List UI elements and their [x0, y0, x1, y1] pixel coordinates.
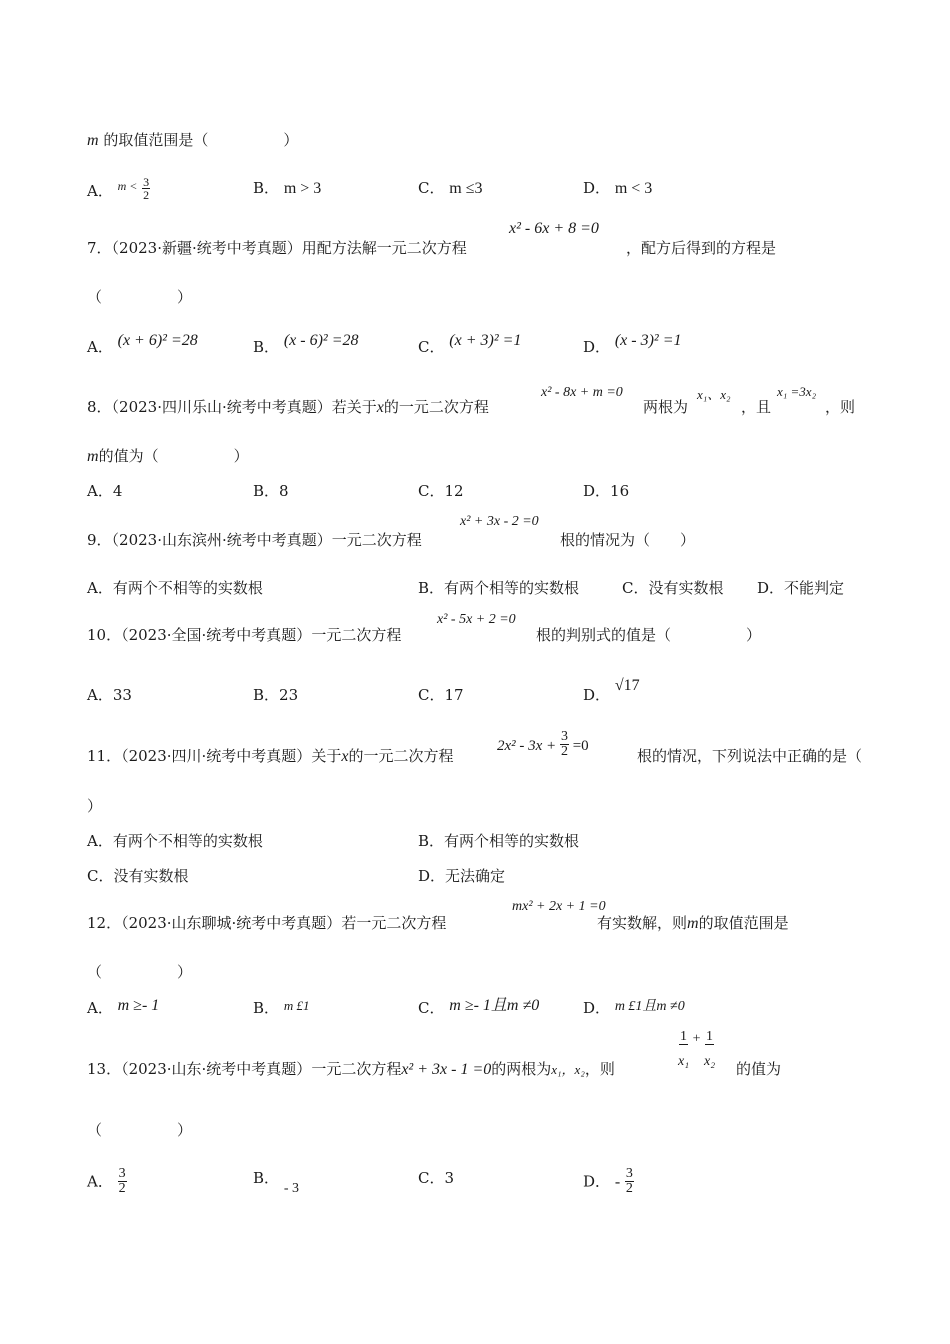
option-label: A． [87, 686, 113, 704]
q12-option-d[interactable] [583, 998, 685, 1020]
q12-option-b[interactable] [253, 998, 309, 1019]
q6-stem [87, 130, 298, 151]
q10-stem-b: 根的判别式的值是（ ） [536, 626, 762, 644]
option-text: 4 [112, 482, 123, 500]
numerator: 3 [625, 1166, 633, 1181]
stem-text: 的一元二次方程 [383, 398, 489, 416]
q10-option-c[interactable] [418, 685, 464, 705]
option-math: m ≥- 1 [117, 997, 160, 1014]
numerator: 3 [118, 1166, 126, 1181]
eq-rhs: =0 [572, 737, 589, 754]
numerator: 3 [560, 729, 568, 744]
q13-option-b[interactable] [253, 1168, 299, 1196]
stem-text: 用配方法解一元二次方程 [301, 239, 467, 257]
denominator: 2 [118, 1181, 126, 1196]
option-label: B． [253, 1169, 280, 1187]
q6-stem-text: 的取值范围是（ ） [103, 131, 299, 149]
q12-stem [87, 913, 446, 933]
stem-text: 的一元二次方程 [348, 747, 454, 765]
option-math: (x + 6)² =28 [117, 332, 198, 349]
option-label: A． [87, 579, 113, 597]
question-source: （2023·新疆·统考中考真题） [111, 239, 302, 257]
stem-text: 若关于 [331, 398, 377, 416]
option-text: 23 [279, 686, 299, 704]
option-math: m £1 [283, 998, 310, 1013]
q10-equation: x² - 5x + 2 =0 [437, 612, 516, 627]
q6-option-a[interactable] [87, 176, 150, 205]
var-x: x [376, 399, 384, 416]
q8-equation: x² - 8x + m =0 [541, 385, 623, 400]
option-label: A． [87, 1172, 113, 1191]
q9-option-a[interactable] [87, 578, 263, 598]
option-label: C． [418, 338, 445, 356]
option-text: 没有实数根 [113, 867, 189, 885]
option-math: (x + 3)² =1 [449, 332, 522, 349]
q8-stem [87, 397, 489, 418]
q13-stem-d: 的值为 [736, 1060, 782, 1078]
q7-option-d[interactable] [583, 330, 682, 356]
option-label: A． [87, 182, 113, 200]
q10-option-a[interactable] [87, 685, 132, 705]
q6-var: m [87, 132, 99, 149]
q12-option-a[interactable] [87, 998, 159, 1019]
option-label: D． [583, 482, 611, 500]
stem-text: 有实数解，则 [597, 914, 688, 932]
q13-option-a[interactable] [87, 1168, 127, 1197]
stem-text: 的取值范围是 [698, 914, 789, 932]
option-math: - 3 [283, 1181, 299, 1196]
q8-option-c[interactable] [418, 481, 464, 501]
q13-blank: （ ） [87, 1121, 193, 1139]
option-text: 3 [444, 1169, 455, 1187]
q7-option-b[interactable] [253, 330, 359, 356]
q13-option-c[interactable] [418, 1168, 454, 1188]
q11-line2: ） [87, 797, 103, 815]
q12-blank: （ ） [87, 963, 193, 981]
q9-option-d[interactable] [757, 578, 844, 598]
option-label: B． [418, 832, 445, 850]
option-label: B． [253, 999, 280, 1017]
option-text: 有两个相等的实数根 [444, 579, 580, 597]
q10-stem [87, 625, 401, 645]
option-label: C． [418, 686, 445, 704]
q9-stem-b: 根的情况为（ ） [560, 531, 696, 549]
option-text: 16 [610, 482, 630, 500]
q8-stem-c: 两根为 [643, 398, 689, 416]
var-x: x [341, 748, 349, 765]
option-label: C． [418, 482, 445, 500]
question-number: 12． [87, 914, 122, 932]
option-text: 12 [444, 482, 464, 500]
option-label: A． [87, 482, 113, 500]
q13-equation: x² + 3x - 1 =0 [401, 1061, 492, 1078]
fraction [560, 730, 569, 759]
denominator: 2 [625, 1181, 633, 1196]
option-math: m £1且m ≠0 [614, 999, 685, 1014]
numerator: 1 [680, 1029, 688, 1044]
minus-sign: - [614, 1173, 621, 1191]
q8-option-a[interactable] [87, 481, 122, 501]
q12-equation: mx² + 2x + 1 =0 [512, 899, 606, 914]
option-label: C． [622, 579, 649, 597]
option-math: m ≥- 1且m ≠0 [449, 997, 540, 1014]
q11-option-b[interactable] [418, 831, 579, 851]
question-number: 9． [87, 531, 112, 549]
q11-stem [87, 746, 453, 767]
q10-option-b[interactable] [253, 685, 298, 705]
q11-equation [497, 729, 589, 761]
stem-text: 的两根为 [491, 1060, 552, 1078]
option-label: D． [757, 579, 785, 597]
question-number: 7． [87, 239, 112, 257]
option-label: B． [253, 338, 280, 356]
var-m: m [687, 915, 699, 932]
option-label: A． [87, 999, 113, 1017]
q7-blank: （ ） [87, 288, 193, 306]
denominator: x₁ [678, 1054, 690, 1069]
option-label: D． [583, 338, 611, 356]
fraction [625, 1167, 634, 1196]
q13-expression [678, 1030, 715, 1069]
option-label: D． [583, 1172, 611, 1191]
stem-text: 的值为（ ） [98, 447, 249, 465]
q13-option-d[interactable] [583, 1168, 634, 1197]
q8-stem-e: ，则 [825, 398, 856, 416]
option-text: 无法确定 [445, 867, 506, 885]
q9-stem [87, 530, 422, 550]
option-math: m > 3 [283, 180, 322, 197]
option-math: m < 3 [614, 180, 653, 197]
question-number: 10． [87, 626, 122, 644]
eq-lhs: 2x² - 3x + [497, 737, 557, 754]
fraction [704, 1030, 715, 1069]
q8-condition: x₁ =3x₂ [777, 384, 817, 399]
option-label: D． [418, 867, 446, 885]
q13-roots: x₁，x₂ [551, 1062, 585, 1077]
var-m: m [87, 448, 99, 465]
q13-stem [87, 1059, 615, 1080]
question-source: （2023·山东·统考中考真题） [121, 1060, 312, 1078]
option-label: C． [418, 179, 445, 197]
q7-stem [87, 238, 467, 258]
option-text: 有两个不相等的实数根 [112, 832, 263, 850]
fraction [118, 1167, 127, 1196]
denominator: 2 [143, 187, 150, 202]
stem-text: 一元二次方程 [311, 1060, 402, 1078]
option-text: 有两个不相等的实数根 [112, 579, 263, 597]
option-label: D． [583, 686, 611, 704]
q8-roots: x₁、x₂ [697, 387, 731, 402]
question-number: 13． [87, 1060, 122, 1078]
q11-option-a[interactable] [87, 831, 263, 851]
option-math: (x - 3)² =1 [614, 332, 682, 349]
q6-option-b[interactable] [253, 178, 321, 199]
option-label: B． [253, 482, 280, 500]
option-text: 有两个相等的实数根 [444, 832, 580, 850]
numerator: 3 [143, 174, 150, 189]
q6-option-c[interactable] [418, 178, 483, 199]
option-label: D． [583, 999, 611, 1017]
option-label: D． [583, 179, 611, 197]
q8-line2 [87, 446, 249, 467]
q11-option-d[interactable] [418, 866, 505, 886]
q8-stem-d: ，且 [741, 398, 772, 416]
q7-stem-b: ，配方后得到的方程是 [626, 239, 777, 257]
q7-equation: x² - 6x + 8 =0 [509, 220, 599, 237]
option-label: C． [418, 999, 445, 1017]
option-math: m ≤3 [449, 180, 483, 197]
stem-text: 若一元二次方程 [341, 914, 447, 932]
question-number: 8． [87, 398, 112, 416]
question-source: （2023·山东滨州·统考中考真题） [111, 531, 332, 549]
fraction [142, 176, 150, 201]
stem-text: ，则 [584, 1060, 615, 1078]
option-math: m < [117, 179, 138, 193]
plus-sign: + [692, 1031, 701, 1047]
option-label: B． [418, 579, 445, 597]
stem-text: 关于 [311, 747, 342, 765]
option-text: 17 [444, 686, 464, 704]
option-label: A． [87, 832, 113, 850]
option-label: B． [253, 179, 280, 197]
option-text: 没有实数根 [648, 579, 724, 597]
q9-option-c[interactable] [622, 578, 724, 598]
option-label: A． [87, 338, 113, 356]
question-source: （2023·全国·统考中考真题） [121, 626, 312, 644]
question-source: （2023·四川·统考中考真题） [121, 747, 312, 765]
q8-option-b[interactable] [253, 481, 289, 501]
option-math: √17 [614, 677, 640, 694]
option-text: 33 [112, 686, 132, 704]
denominator: x₂ [704, 1054, 716, 1069]
q9-option-b[interactable] [418, 578, 579, 598]
fraction [678, 1030, 689, 1069]
q11-stem-c: 根的情况，下列说法中正确的是（ [637, 747, 863, 765]
option-text: 8 [279, 482, 289, 500]
option-text: 不能判定 [784, 579, 845, 597]
option-label: B． [253, 686, 280, 704]
question-source: （2023·山东聊城·统考中考真题） [121, 914, 342, 932]
q6-option-d[interactable] [583, 178, 652, 199]
denominator: 2 [560, 744, 568, 759]
q7-option-c[interactable] [418, 330, 522, 356]
question-source: （2023·四川乐山·统考中考真题） [111, 398, 332, 416]
q12-stem-b [597, 913, 789, 934]
q8-option-d[interactable] [583, 481, 629, 501]
stem-text: 一元二次方程 [331, 531, 422, 549]
q11-option-c[interactable] [87, 866, 189, 886]
option-label: C． [418, 1169, 445, 1187]
q10-option-d[interactable] [583, 677, 640, 706]
numerator: 1 [706, 1029, 714, 1044]
option-label: C． [87, 867, 114, 885]
q7-option-a[interactable] [87, 330, 198, 356]
option-math: (x - 6)² =28 [283, 332, 359, 349]
q12-option-c[interactable] [418, 998, 539, 1019]
question-number: 11． [87, 747, 122, 765]
q9-equation: x² + 3x - 2 =0 [460, 514, 539, 529]
stem-text: 一元二次方程 [311, 626, 402, 644]
